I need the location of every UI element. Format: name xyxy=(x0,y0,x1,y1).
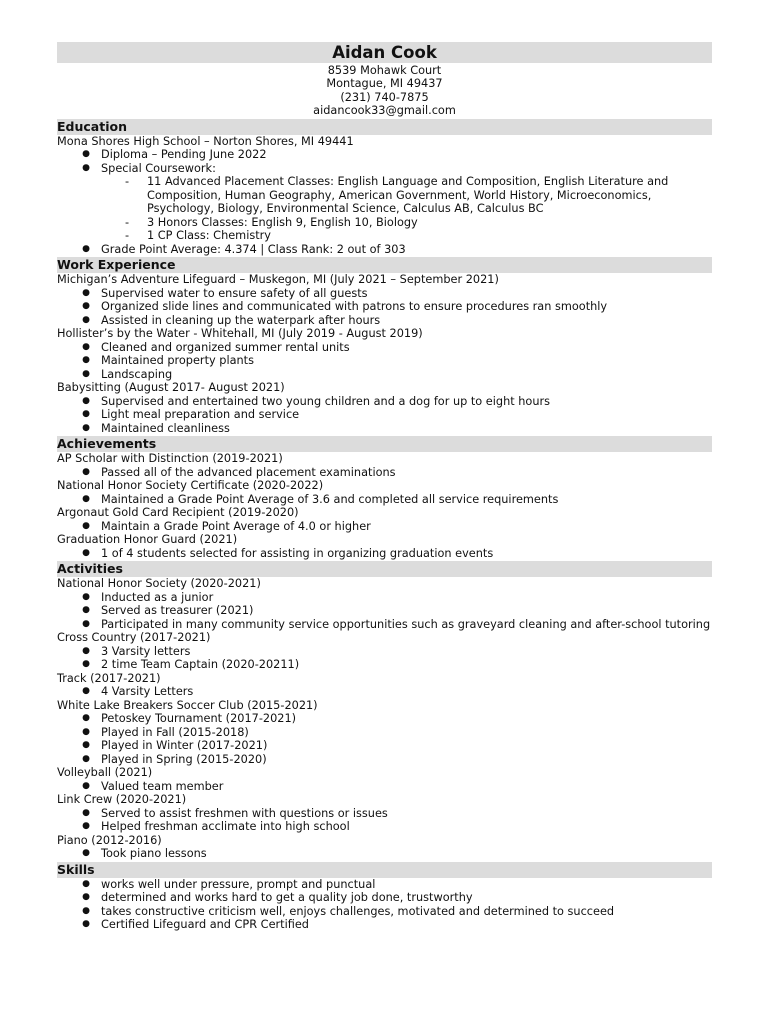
list-item: ● Supervised and entertained two young children and a dog for up to eight hours xyxy=(82,394,551,408)
coursework-list xyxy=(57,175,712,243)
activity-heading: White Lake Breakers Soccer Club (2015-2021) xyxy=(57,698,318,712)
list-item: ● Supervised water to ensure safety of all guests xyxy=(82,286,368,300)
activity-heading: Link Crew (2020-2021) xyxy=(57,793,187,807)
list-item: ● 4 Varsity Letters xyxy=(82,685,194,699)
coursework-item: - 3 Honors Classes: English 9, English 10, Biology xyxy=(125,215,418,229)
bullet-icon: ● xyxy=(82,314,90,325)
section-heading-achievements: Achievements xyxy=(57,436,712,452)
list-item: ● Took piano lessons xyxy=(82,847,207,861)
bullet-icon: ● xyxy=(82,149,90,160)
bullet-icon: ● xyxy=(82,919,90,930)
list-item: ● Passed all of the advanced placement examinations xyxy=(82,465,396,479)
bullet-icon: ● xyxy=(82,892,90,903)
achievement-heading: AP Scholar with Distinction (2019-2021) xyxy=(57,452,283,466)
list-item: ● Maintain a Grade Point Average of 4.0 or higher xyxy=(82,519,371,533)
job-entry xyxy=(57,273,712,327)
list-item: ● Helped freshman acclimate into high school xyxy=(82,820,350,834)
activity-heading: Cross Country (2017-2021) xyxy=(57,631,211,645)
bullet-icon: ● xyxy=(82,466,90,477)
coursework-item: - 1 CP Class: Chemistry xyxy=(125,229,271,243)
list-item: ● 2 time Team Captain (2020-20211) xyxy=(82,658,300,672)
school-name: Mona Shores High School – Norton Shores, MI 49441 xyxy=(57,134,354,148)
bullet-icon: ● xyxy=(82,686,90,697)
section-heading-work: Work Experience xyxy=(57,257,712,273)
list-item: ● Cleaned and organized summer rental units xyxy=(82,340,350,354)
list-item: ● Petoskey Tournament (2017-2021) xyxy=(82,712,297,726)
coursework-item: - 11 Advanced Placement Classes: English Language and Composition, English Literature and Composition, Human Geography, American Government, World History, Microeconomics, Psychology, Biology, Environmental Science, Calculus AB, Calculus BC xyxy=(125,175,669,216)
list-item: ● takes constructive criticism well, enjoys challenges, motivated and determined to succeed xyxy=(82,904,615,918)
achievement-heading: National Honor Society Certificate (2020-2022) xyxy=(57,479,324,493)
list-item: ● Played in Spring (2015-2020) xyxy=(82,752,267,766)
address-line-2: Montague, MI 49437 xyxy=(326,77,443,91)
section-heading-education: Education xyxy=(57,119,712,135)
list-item: ● Assisted in cleaning up the waterpark after hours xyxy=(82,313,381,327)
bullet-icon: ● xyxy=(82,878,90,889)
bullet-icon: ● xyxy=(82,243,90,254)
bullet-icon: ● xyxy=(82,162,90,173)
phone-number: (231) 740-7875 xyxy=(340,90,429,104)
job-heading: Hollister’s by the Water - Whitehall, MI (July 2019 - August 2019) xyxy=(57,327,423,341)
activity-heading: National Honor Society (2020-2021) xyxy=(57,577,261,591)
bullet-icon: ● xyxy=(82,753,90,764)
education-list xyxy=(57,148,712,175)
bullet-icon: ● xyxy=(82,905,90,916)
list-item: ● Inducted as a junior xyxy=(82,590,214,604)
list-item: ● Played in Winter (2017-2021) xyxy=(82,739,268,753)
achievement-heading: Graduation Honor Guard (2021) xyxy=(57,533,238,547)
section-heading-activities: Activities xyxy=(57,561,712,577)
bullet-icon: ● xyxy=(82,591,90,602)
list-item: ● Served to assist freshmen with questions or issues xyxy=(82,806,388,820)
list-item: ● Diploma – Pending June 2022 xyxy=(82,148,267,162)
list-item: ● Certified Lifeguard and CPR Certified xyxy=(82,918,309,932)
bullet-icon: ● xyxy=(82,659,90,670)
bullet-icon: ● xyxy=(82,301,90,312)
list-item: ● Maintained property plants xyxy=(82,354,254,368)
list-item: ● 3 Varsity letters xyxy=(82,644,191,658)
job-entry xyxy=(57,381,712,435)
list-item: ● Organized slide lines and communicated with patrons to ensure procedures ran smoothly xyxy=(82,300,608,314)
list-item: ● Maintained a Grade Point Average of 3.6 and completed all service requirements xyxy=(82,492,559,506)
list-item: ● 1 of 4 students selected for assisting in organizing graduation events xyxy=(82,546,494,560)
bullet-icon: ● xyxy=(82,807,90,818)
list-item: ● Special Coursework: xyxy=(82,161,216,175)
bullet-icon: ● xyxy=(82,493,90,504)
bullet-icon: ● xyxy=(82,645,90,656)
skills-list xyxy=(57,878,712,932)
activity-heading: Track (2017-2021) xyxy=(57,671,161,685)
resume-name: Aidan Cook xyxy=(57,42,712,63)
bullet-icon: ● xyxy=(82,409,90,420)
list-item: ● Valued team member xyxy=(82,779,224,793)
bullet-icon: ● xyxy=(82,848,90,859)
list-item: ● Maintained cleanliness xyxy=(82,421,230,435)
bullet-icon: ● xyxy=(82,395,90,406)
list-item: ● determined and works hard to get a quality job done, trustworthy xyxy=(82,891,473,905)
section-heading-skills: Skills xyxy=(57,862,712,878)
bullet-icon: ● xyxy=(82,547,90,558)
bullet-icon: ● xyxy=(82,422,90,433)
list-item: ● works well under pressure, prompt and punctual xyxy=(82,877,376,891)
activity-heading: Piano (2012-2016) xyxy=(57,833,162,847)
address-line-1: 8539 Mohawk Court xyxy=(327,64,442,77)
job-entry xyxy=(57,327,712,381)
activity-heading: Volleyball (2021) xyxy=(57,766,153,780)
bullet-icon: ● xyxy=(82,713,90,724)
bullet-icon: ● xyxy=(82,605,90,616)
contact-block xyxy=(57,64,712,118)
list-item: ● Grade Point Average: 4.374 | Class Rank: 2 out of 303 xyxy=(82,242,406,256)
job-heading: Michigan’s Adventure Lifeguard – Muskegon, MI (July 2021 – September 2021) xyxy=(57,273,499,287)
list-item: ● Played in Fall (2015-2018) xyxy=(82,725,249,739)
bullet-icon: ● xyxy=(82,368,90,379)
bullet-icon: ● xyxy=(82,726,90,737)
bullet-icon: ● xyxy=(82,520,90,531)
list-item: ● Light meal preparation and service xyxy=(82,408,300,422)
job-heading: Babysitting (August 2017- August 2021) xyxy=(57,381,285,395)
bullet-icon: ● xyxy=(82,341,90,352)
bullet-icon: ● xyxy=(82,287,90,298)
resume-page xyxy=(57,42,712,932)
email-address: aidancook33@gmail.com xyxy=(313,104,456,118)
list-item: ● Landscaping xyxy=(82,367,173,381)
bullet-icon: ● xyxy=(82,821,90,832)
list-item: ● Participated in many community service opportunities such as graveyard cleaning and after-school tutoring xyxy=(82,617,711,631)
bullet-icon: ● xyxy=(82,740,90,751)
list-item: ● Served as treasurer (2021) xyxy=(82,604,254,618)
bullet-icon: ● xyxy=(82,780,90,791)
achievement-heading: Argonaut Gold Card Recipient (2019-2020) xyxy=(57,506,299,520)
bullet-icon: ● xyxy=(82,355,90,366)
bullet-icon: ● xyxy=(82,618,90,629)
